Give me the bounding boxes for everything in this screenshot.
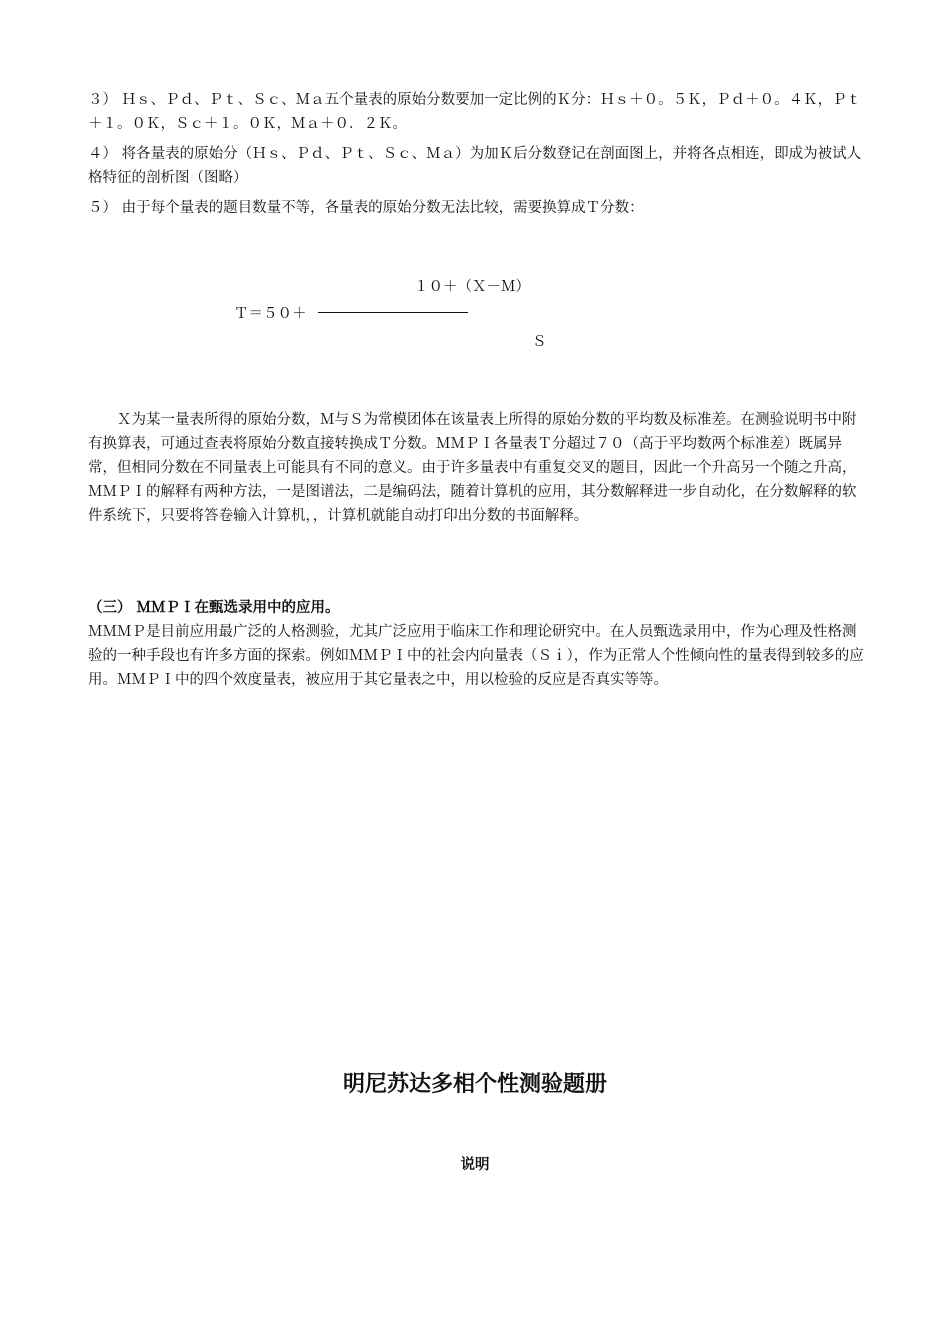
formula-explanation-paragraph: Ｘ为某一量表所得的原始分数，Ｍ与Ｓ为常模团体在该量表上所得的原始分数的平均数及标准差。在测验说明书中附有换算表，可通过查表将原始分数直接转换成Ｔ分数。ＭＭＰＩ各量表Ｔ分超过７０（高于平均数两个标准差）既属异常，但相同分数在不同量表上可能具有不同的意义。由于许多量表中有重复交叉的题目，因此一个升高另一个随之升高，ＭＭＰＩ的解释有两种方法，一是图谱法，二是编码法，随着计算机的应用，其分数解释进一步自动化，在分数解释的软件系统下，只要将答卷输入计算机，，计算机就能自动打印出分数的书面解释。 — [88, 412, 857, 524]
document-subtitle: 说明 — [460, 1157, 490, 1173]
section-body-paragraph: ＭＭＭＰ是目前应用最广泛的人格测验，尤其广泛应用于临床工作和理论研究中。在人员甄选录用中，作为心理及性格测验的一种手段也有许多方面的探索。例如ＭＭＰＩ中的社会内向量表（Ｓｉ），作为正常人个性倾向性的量表得到较多的应用。ＭＭＰＩ中的四个效度量表，被应用于其它量表之中，用以检验的反应是否真实等等。 — [88, 624, 864, 688]
formula-fraction-line — [318, 312, 468, 313]
formula-left-side: Ｔ＝５０＋ — [234, 306, 307, 322]
formula-denominator: Ｓ — [532, 334, 547, 350]
section-heading: （三） ＭＭＰＩ在甄选录用中的应用。 — [88, 600, 340, 616]
list-item-3: ３） Ｈｓ、Ｐｄ、Ｐｔ、Ｓｃ、Ｍａ五个量表的原始分数要加一定比例的Ｋ分：Ｈｓ＋０。５Ｋ，Ｐｄ＋０。４Ｋ，Ｐｔ＋１。０Ｋ，Ｓｃ＋１。０Ｋ，Ｍａ＋０．２Ｋ。 — [88, 92, 862, 132]
document-title: 明尼苏达多相个性测验题册 — [342, 1072, 607, 1097]
list-item-5: ５） 由于每个量表的题目数量不等，各量表的原始分数无法比较，需要换算成Ｔ分数： — [88, 200, 644, 216]
list-item-4: ４） 将各量表的原始分（Ｈｓ、Ｐｄ、Ｐｔ、Ｓｃ、Ｍａ）为加Ｋ后分数登记在剖面图上，并将各点相连，即成为被试人格特征的剖析图（图略） — [88, 146, 862, 186]
formula-numerator: １０＋（Ｘ－Ｍ） — [414, 279, 530, 295]
